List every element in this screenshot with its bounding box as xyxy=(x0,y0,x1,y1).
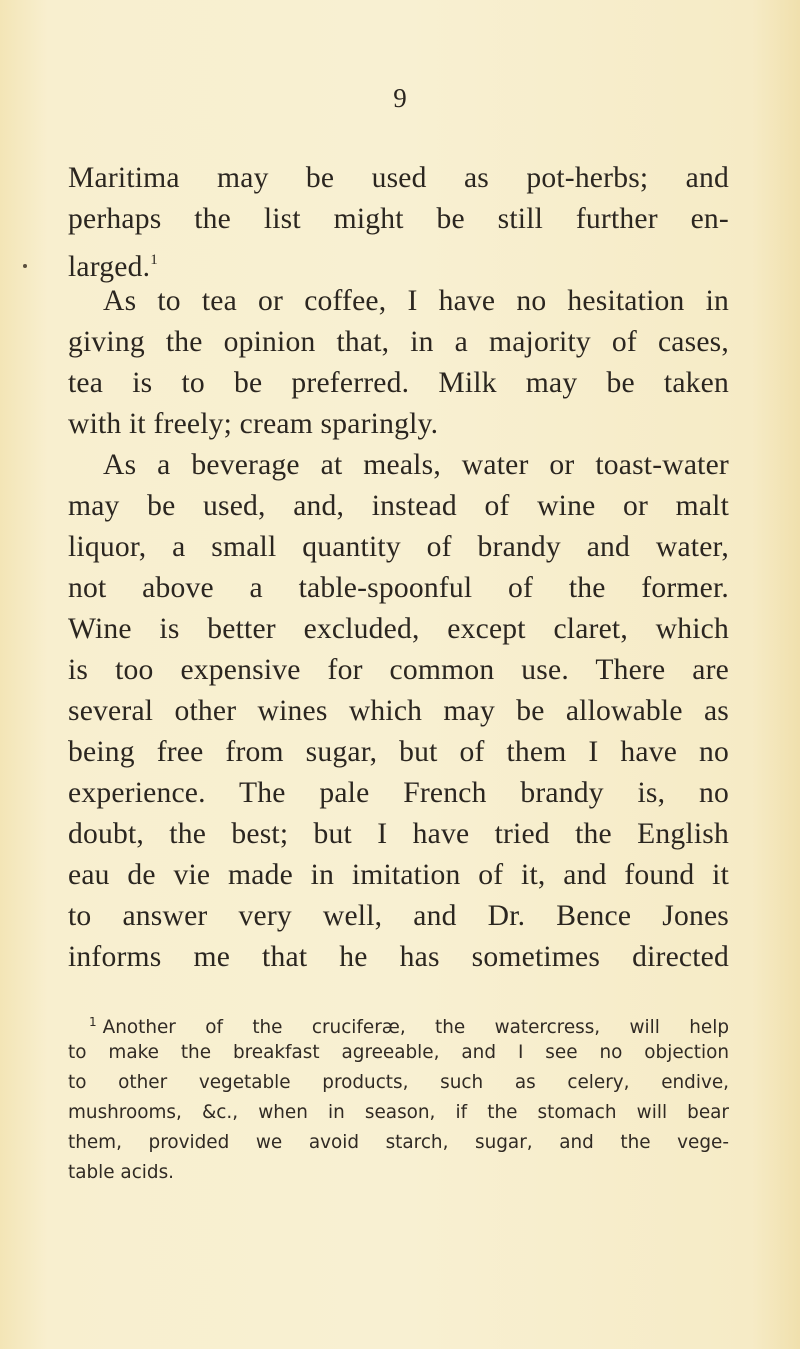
body-line xyxy=(68,240,729,287)
body-line: not above a table-spoonful of the former. xyxy=(68,572,729,604)
body-line: to answer very well, and Dr. Bence Jones xyxy=(68,900,729,932)
body-line: eau de vie made in imitation of it, and found it xyxy=(68,859,729,891)
body-line: tea is to be preferred. Milk may be taken xyxy=(68,367,729,399)
footnote-line: them, provided we avoid starch, sugar, and the vege- xyxy=(68,1132,729,1153)
margin-speck xyxy=(23,264,27,268)
body-line: may be used, and, instead of wine or malt xyxy=(68,490,729,522)
body-line-text: larged. xyxy=(68,251,151,283)
footnote-line: mushrooms, &c., when in season, if the stomach will bear xyxy=(68,1102,729,1123)
body-line: informs me that he has sometimes directed xyxy=(68,941,729,973)
body-line: As to tea or coffee, I have no hesitation in xyxy=(103,285,729,317)
body-line: giving the opinion that, in a majority of cases, xyxy=(68,326,729,358)
body-line: Maritima may be used as pot-herbs; and xyxy=(68,162,729,194)
page-number: 9 xyxy=(393,83,407,113)
body-line: being free from sugar, but of them I have no xyxy=(68,736,729,768)
footnote-line: to other vegetable products, such as celery, endive, xyxy=(68,1072,729,1093)
body-line: with it freely; cream sparingly. xyxy=(68,408,439,440)
footnote-line: to make the breakfast agreeable, and I see no objection xyxy=(68,1042,729,1063)
footnote-line-text: Another of the cruciferæ, the watercress, will help xyxy=(102,1017,729,1038)
body-line: Wine is better excluded, except claret, which xyxy=(68,613,729,645)
footnote-reference: 1 xyxy=(150,252,158,268)
body-line: is too expensive for common use. There are xyxy=(68,654,729,686)
footnote-line xyxy=(89,1009,729,1041)
body-line: As a beverage at meals, water or toast-water xyxy=(103,449,729,481)
body-line: doubt, the best; but I have tried the English xyxy=(68,818,729,850)
body-line: perhaps the list might be still further en- xyxy=(68,203,729,235)
body-line: several other wines which may be allowable as xyxy=(68,695,729,727)
body-line: liquor, a small quantity of brandy and water, xyxy=(68,531,729,563)
footnote-line: table acids. xyxy=(68,1162,175,1183)
footnote-marker: 1 xyxy=(89,1015,97,1029)
body-line: experience. The pale French brandy is, no xyxy=(68,777,729,809)
